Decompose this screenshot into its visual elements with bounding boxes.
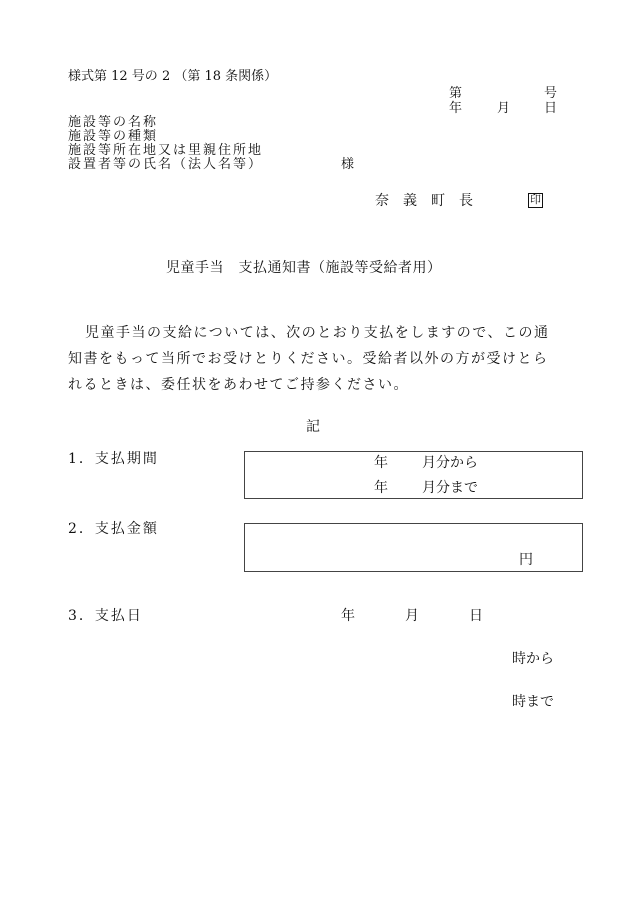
date-year: 年 xyxy=(449,101,463,116)
seal-label: 印 xyxy=(530,193,541,206)
period-label: 1．支払期間 xyxy=(68,451,159,467)
period-from-year: 年 xyxy=(374,455,388,471)
payment-date-month: 月 xyxy=(405,608,419,624)
recipient-line-1: 施設等の名称 xyxy=(68,115,159,130)
payment-date-label: 3．支払日 xyxy=(68,608,143,624)
date-month: 月 xyxy=(497,101,511,116)
period-from-month: 月分から xyxy=(422,455,478,471)
recipient-line-2: 施設等の種類 xyxy=(68,129,159,144)
payment-time-from: 時から xyxy=(512,651,554,667)
body-line-1: 児童手当の支給については、次のとおり支払をしますので、この通 xyxy=(85,325,550,341)
period-to-month: 月分まで xyxy=(422,480,478,496)
amount-label: 2．支払金額 xyxy=(68,521,159,537)
body-line-3: れるときは、委任状をあわせてご持参ください。 xyxy=(68,377,409,393)
payment-date-year: 年 xyxy=(341,608,355,624)
ki-heading: 記 xyxy=(306,419,320,435)
doc-number-go: 号 xyxy=(544,86,558,101)
document-title: 児童手当 支払通知書（施設等受給者用） xyxy=(166,260,442,276)
period-to-year: 年 xyxy=(374,480,388,496)
recipient-honorific: 様 xyxy=(341,157,355,172)
payment-time-to: 時まで xyxy=(512,694,554,710)
doc-number-dai: 第 xyxy=(449,86,463,101)
body-paragraph xyxy=(68,320,560,398)
amount-unit: 円 xyxy=(519,552,533,568)
period-box xyxy=(244,451,583,499)
body-line-2: 知書をもって当所でお受けとりください。受給者以外の方が受けとら xyxy=(68,351,549,367)
date-day: 日 xyxy=(544,101,558,116)
payment-date-day: 日 xyxy=(469,608,483,624)
recipient-line-3: 施設等所在地又は里親住所地 xyxy=(68,143,264,158)
form-number: 様式第 12 号の 2 （第 18 条関係） xyxy=(68,69,278,84)
issuer-title: 奈 義 町 長 xyxy=(375,193,473,209)
recipient-line-4: 設置者等の氏名（法人名等） xyxy=(68,157,264,172)
seal-stamp xyxy=(528,193,543,208)
